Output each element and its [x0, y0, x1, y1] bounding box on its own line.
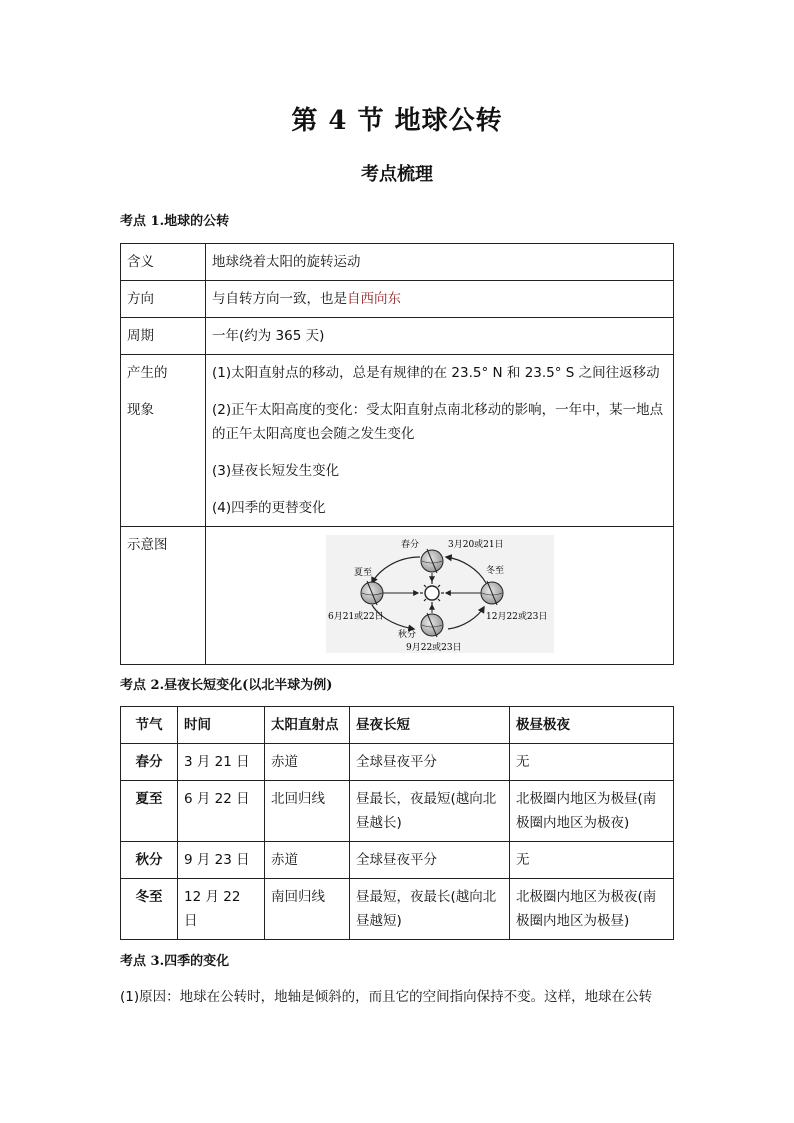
- phenomenon-item: (4)四季的更替变化: [212, 500, 326, 516]
- table-row: [121, 781, 674, 842]
- page-title: 第 4 节 地球公转: [291, 106, 503, 136]
- table-row: [121, 281, 674, 318]
- table-row: [121, 744, 674, 781]
- cell-subsolar: 北回归线: [265, 781, 350, 842]
- row-label: 含义: [121, 244, 206, 281]
- summer-date: 6月21或22日: [328, 612, 384, 622]
- table-row: [121, 842, 674, 879]
- cell-term: 夏至: [121, 781, 178, 842]
- kp3-heading: 考点 3.四季的变化: [120, 954, 230, 969]
- cell-polar: 无: [510, 842, 674, 879]
- cell-date: 12 月 22 日: [178, 879, 265, 940]
- cell-daylength: 全球昼夜平分: [350, 842, 510, 879]
- direction-text: 与自转方向一致，也是: [212, 291, 347, 307]
- phenomenon-item: (2)正午太阳高度的变化：受太阳直射点南北移动的影响，一年中，某一地点的正午太阳高度也会随之发生变化: [212, 402, 664, 442]
- kp1-heading: 考点 1.地球的公转: [120, 214, 230, 229]
- phenomenon-item: (1)太阳直射点的移动，总是有规律的在 23.5° N 和 23.5° S 之间往返移动: [212, 365, 660, 381]
- spring-date: 3月20或21日: [448, 540, 504, 550]
- winter-date: 12月22或23日: [486, 612, 548, 622]
- cell-daylength: 全球昼夜平分: [350, 744, 510, 781]
- cell-subsolar: 南回归线: [265, 879, 350, 940]
- column-header: 时间: [178, 707, 265, 744]
- kp3-paragraph: (1)原因：地球在公转时，地轴是倾斜的，而且它的空间指向保持不变。这样，地球在公转: [120, 989, 653, 1005]
- cell-date: 6 月 22 日: [178, 781, 265, 842]
- table-row: [121, 527, 674, 665]
- row-value: [206, 527, 674, 665]
- globe-icon: [361, 581, 383, 605]
- column-header: 节气: [121, 707, 178, 744]
- kp1-table: [120, 243, 674, 665]
- table-row: [121, 318, 674, 355]
- direction-highlight: 自西向东: [347, 291, 401, 307]
- column-header: 极昼极夜: [510, 707, 674, 744]
- table-header-row: [121, 707, 674, 744]
- table-row: [121, 355, 674, 527]
- label-line: 产生的: [127, 365, 168, 381]
- phenomenon-item: (3)昼夜长短发生变化: [212, 463, 340, 479]
- row-value: [206, 281, 674, 318]
- row-label: 周期: [121, 318, 206, 355]
- autumn-date: 9月22或23日: [406, 643, 462, 653]
- column-header: 昼夜长短: [350, 707, 510, 744]
- summer-label: 夏至: [354, 568, 373, 578]
- cell-polar: 无: [510, 744, 674, 781]
- table-row: [121, 244, 674, 281]
- row-label: 方向: [121, 281, 206, 318]
- row-value: 一年(约为 365 天): [206, 318, 674, 355]
- cell-term: 春分: [121, 744, 178, 781]
- table-row: [121, 879, 674, 940]
- cell-daylength: 昼最长，夜最短(越向北昼越长): [350, 781, 510, 842]
- cell-date: 9 月 23 日: [178, 842, 265, 879]
- cell-term: 冬至: [121, 879, 178, 940]
- globe-icon: [421, 613, 443, 637]
- row-value: [206, 355, 674, 527]
- cell-date: 3 月 21 日: [178, 744, 265, 781]
- spring-label: 春分: [401, 540, 420, 550]
- column-header: 太阳直射点: [265, 707, 350, 744]
- cell-term: 秋分: [121, 842, 178, 879]
- page-subtitle: 考点梳理: [361, 164, 433, 185]
- row-label: [121, 355, 206, 527]
- label-line: 现象: [127, 402, 154, 418]
- kp2-table: [120, 706, 674, 940]
- kp2-heading: 考点 2.昼夜长短变化(以北半球为例): [120, 678, 333, 693]
- cell-daylength: 昼最短，夜最长(越向北昼越短): [350, 879, 510, 940]
- globe-icon: [481, 581, 503, 605]
- cell-polar: 北极圈内地区为极昼(南极圈内地区为极夜): [510, 781, 674, 842]
- autumn-label: 秋分: [398, 630, 417, 640]
- winter-label: 冬至: [486, 566, 505, 576]
- row-label: 示意图: [121, 527, 206, 665]
- globe-icon: [421, 549, 443, 573]
- cell-subsolar: 赤道: [265, 744, 350, 781]
- cell-subsolar: 赤道: [265, 842, 350, 879]
- row-value: 地球绕着太阳的旋转运动: [206, 244, 674, 281]
- cell-polar: 北极圈内地区为极夜(南极圈内地区为极昼): [510, 879, 674, 940]
- orbit-diagram: [206, 533, 672, 657]
